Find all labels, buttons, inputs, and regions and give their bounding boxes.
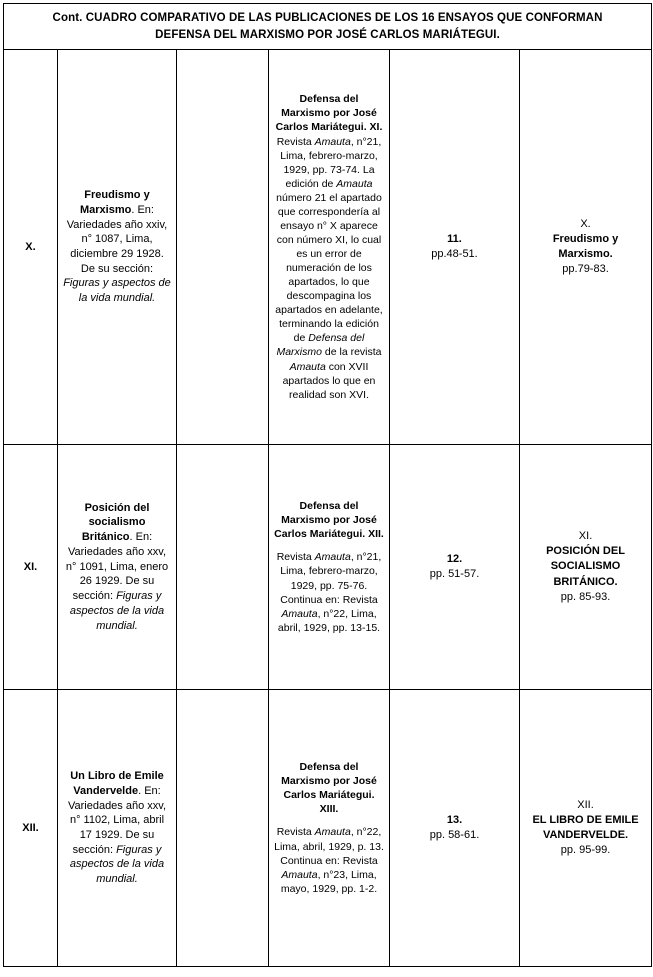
title-line-1: Cont. CUADRO COMPARATIVO DE LAS PUBLICACIONES DE LOS 16 ENSAYOS QUE CONFORMAN bbox=[52, 11, 603, 24]
numbering-pages: pp. 51-57. bbox=[429, 568, 480, 580]
defensa-spacer bbox=[274, 541, 384, 550]
defensa-italic-2: Amauta bbox=[336, 177, 373, 190]
final-pages: pp. 95-99. bbox=[560, 844, 611, 857]
title-line-2: DEFENSA DEL MARXISMO POR JOSÉ CARLOS MARIÁTEGUI. bbox=[155, 28, 500, 41]
defensa-body-3: , n°23, Lima, mayo, 1929, pp. 1-2. bbox=[280, 868, 378, 895]
table-row bbox=[4, 50, 652, 445]
defensa-italic-1: Amauta bbox=[314, 135, 351, 148]
row-final-edition bbox=[520, 690, 652, 967]
final-title: EL LIBRO DE EMILE VANDERVELDE. bbox=[532, 813, 639, 841]
final-roman: XI. bbox=[578, 530, 593, 543]
final-roman: X. bbox=[580, 217, 591, 230]
row-defensa-entry bbox=[269, 690, 390, 967]
final-roman: XII. bbox=[577, 798, 594, 811]
defensa-body-2: , n°22, Lima, abril, 1929, p. 13. Continua en: Revista bbox=[274, 826, 384, 867]
row-source-reference bbox=[58, 690, 177, 967]
row-roman-numeral: XII. bbox=[4, 690, 58, 967]
defensa-italic-2: Amauta bbox=[281, 868, 318, 881]
row-blank-column bbox=[177, 50, 269, 445]
row-final-edition bbox=[520, 50, 652, 445]
source-section-name: Figuras y aspectos de la vida mundial. bbox=[69, 843, 165, 886]
row-final-edition bbox=[520, 445, 652, 690]
defensa-italic-4: Amauta bbox=[289, 360, 326, 373]
numbering-number: 12. bbox=[446, 552, 463, 565]
row-defensa-entry bbox=[269, 50, 390, 445]
defensa-body-3: número 21 el apartado que correspondería al ensayo n° X aparece con número XI, lo cual es un error de numeración de los apartados, lo que descompagina los apartados en adelante, terminando la edición de bbox=[275, 191, 383, 345]
source-section-name: Figuras y aspectos de la vida mundial. bbox=[63, 277, 171, 305]
defensa-italic-2: Amauta bbox=[281, 607, 318, 620]
final-title: POSICIÓN DEL SOCIALISMO BRITÁNICO. bbox=[546, 545, 625, 588]
numbering-number: 13. bbox=[446, 813, 463, 826]
final-pages: pp.79-83. bbox=[562, 263, 609, 276]
numbering-number: 11. bbox=[447, 232, 462, 245]
source-publication-details: . En: Variedades año xxiv, n° 1087, Lima, diciembre 29 1928. De su sección: bbox=[66, 203, 168, 275]
table-row bbox=[4, 445, 652, 690]
defensa-body-4: de la revista bbox=[321, 346, 382, 359]
source-work-title: Un Libro de Emile Vandervelde bbox=[70, 770, 164, 797]
row-roman-numeral: X. bbox=[4, 50, 58, 445]
source-work-title: Freudismo y Marxismo bbox=[80, 189, 150, 216]
source-work-title: Posición del socialismo Británico bbox=[81, 501, 150, 544]
defensa-body-2: , n°21, Lima, febrero-marzo, 1929, pp. 75-76. Continua en: Revista bbox=[280, 551, 382, 606]
defensa-body-2: , n°21, Lima, febrero-marzo, 1929, pp. 73-74. La edición de bbox=[280, 135, 382, 190]
defensa-heading: Defensa del Marxismo por José Carlos Mariátegui. XII. bbox=[274, 500, 384, 541]
source-publication-details: . En: Variedades año xxv, n° 1091, Lima, enero 26 1929. De su sección: bbox=[65, 531, 169, 603]
row-numbering bbox=[390, 50, 520, 445]
defensa-italic-3: Defensa del Marxismo bbox=[276, 332, 365, 359]
table-title-cell bbox=[4, 4, 652, 50]
numbering-pages: pp.48-51. bbox=[431, 248, 478, 260]
defensa-heading: Defensa del Marxismo por José Carlos Mariátegui. XIII. bbox=[281, 761, 377, 816]
numbering-pages: pp. 58-61. bbox=[429, 829, 480, 841]
defensa-body-5: con XVII apartados lo que en realidad son XVI. bbox=[282, 360, 376, 401]
defensa-body-3: , n°22, Lima, abril, 1929, pp. 13-15. bbox=[277, 607, 381, 634]
row-source-reference bbox=[58, 50, 177, 445]
comparative-table bbox=[3, 3, 652, 967]
row-blank-column bbox=[177, 690, 269, 967]
row-defensa-entry bbox=[269, 445, 390, 690]
defensa-italic-1: Amauta bbox=[314, 826, 351, 839]
source-publication-details: . En: Variedades año xxv, n° 1102, Lima, abril 17 1929. De su sección: bbox=[67, 784, 167, 856]
table-title-row bbox=[4, 4, 652, 50]
defensa-body-1: Revista bbox=[276, 551, 315, 564]
defensa-body-1: Revista bbox=[276, 826, 315, 839]
row-blank-column bbox=[177, 445, 269, 690]
defensa-body-1: Revista bbox=[276, 135, 315, 148]
row-source-reference bbox=[58, 445, 177, 690]
final-title: Freudismo y Marxismo. bbox=[552, 232, 619, 260]
row-roman-numeral: XI. bbox=[4, 445, 58, 690]
row-numbering bbox=[390, 445, 520, 690]
defensa-heading: Defensa del Marxismo por José Carlos Mariátegui. XI. bbox=[275, 93, 383, 134]
defensa-spacer bbox=[274, 816, 384, 825]
row-numbering bbox=[390, 690, 520, 967]
defensa-italic-1: Amauta bbox=[314, 551, 351, 564]
table-row bbox=[4, 690, 652, 967]
source-section-name: Figuras y aspectos de la vida mundial. bbox=[69, 590, 165, 632]
final-pages: pp. 85-93. bbox=[560, 590, 611, 603]
